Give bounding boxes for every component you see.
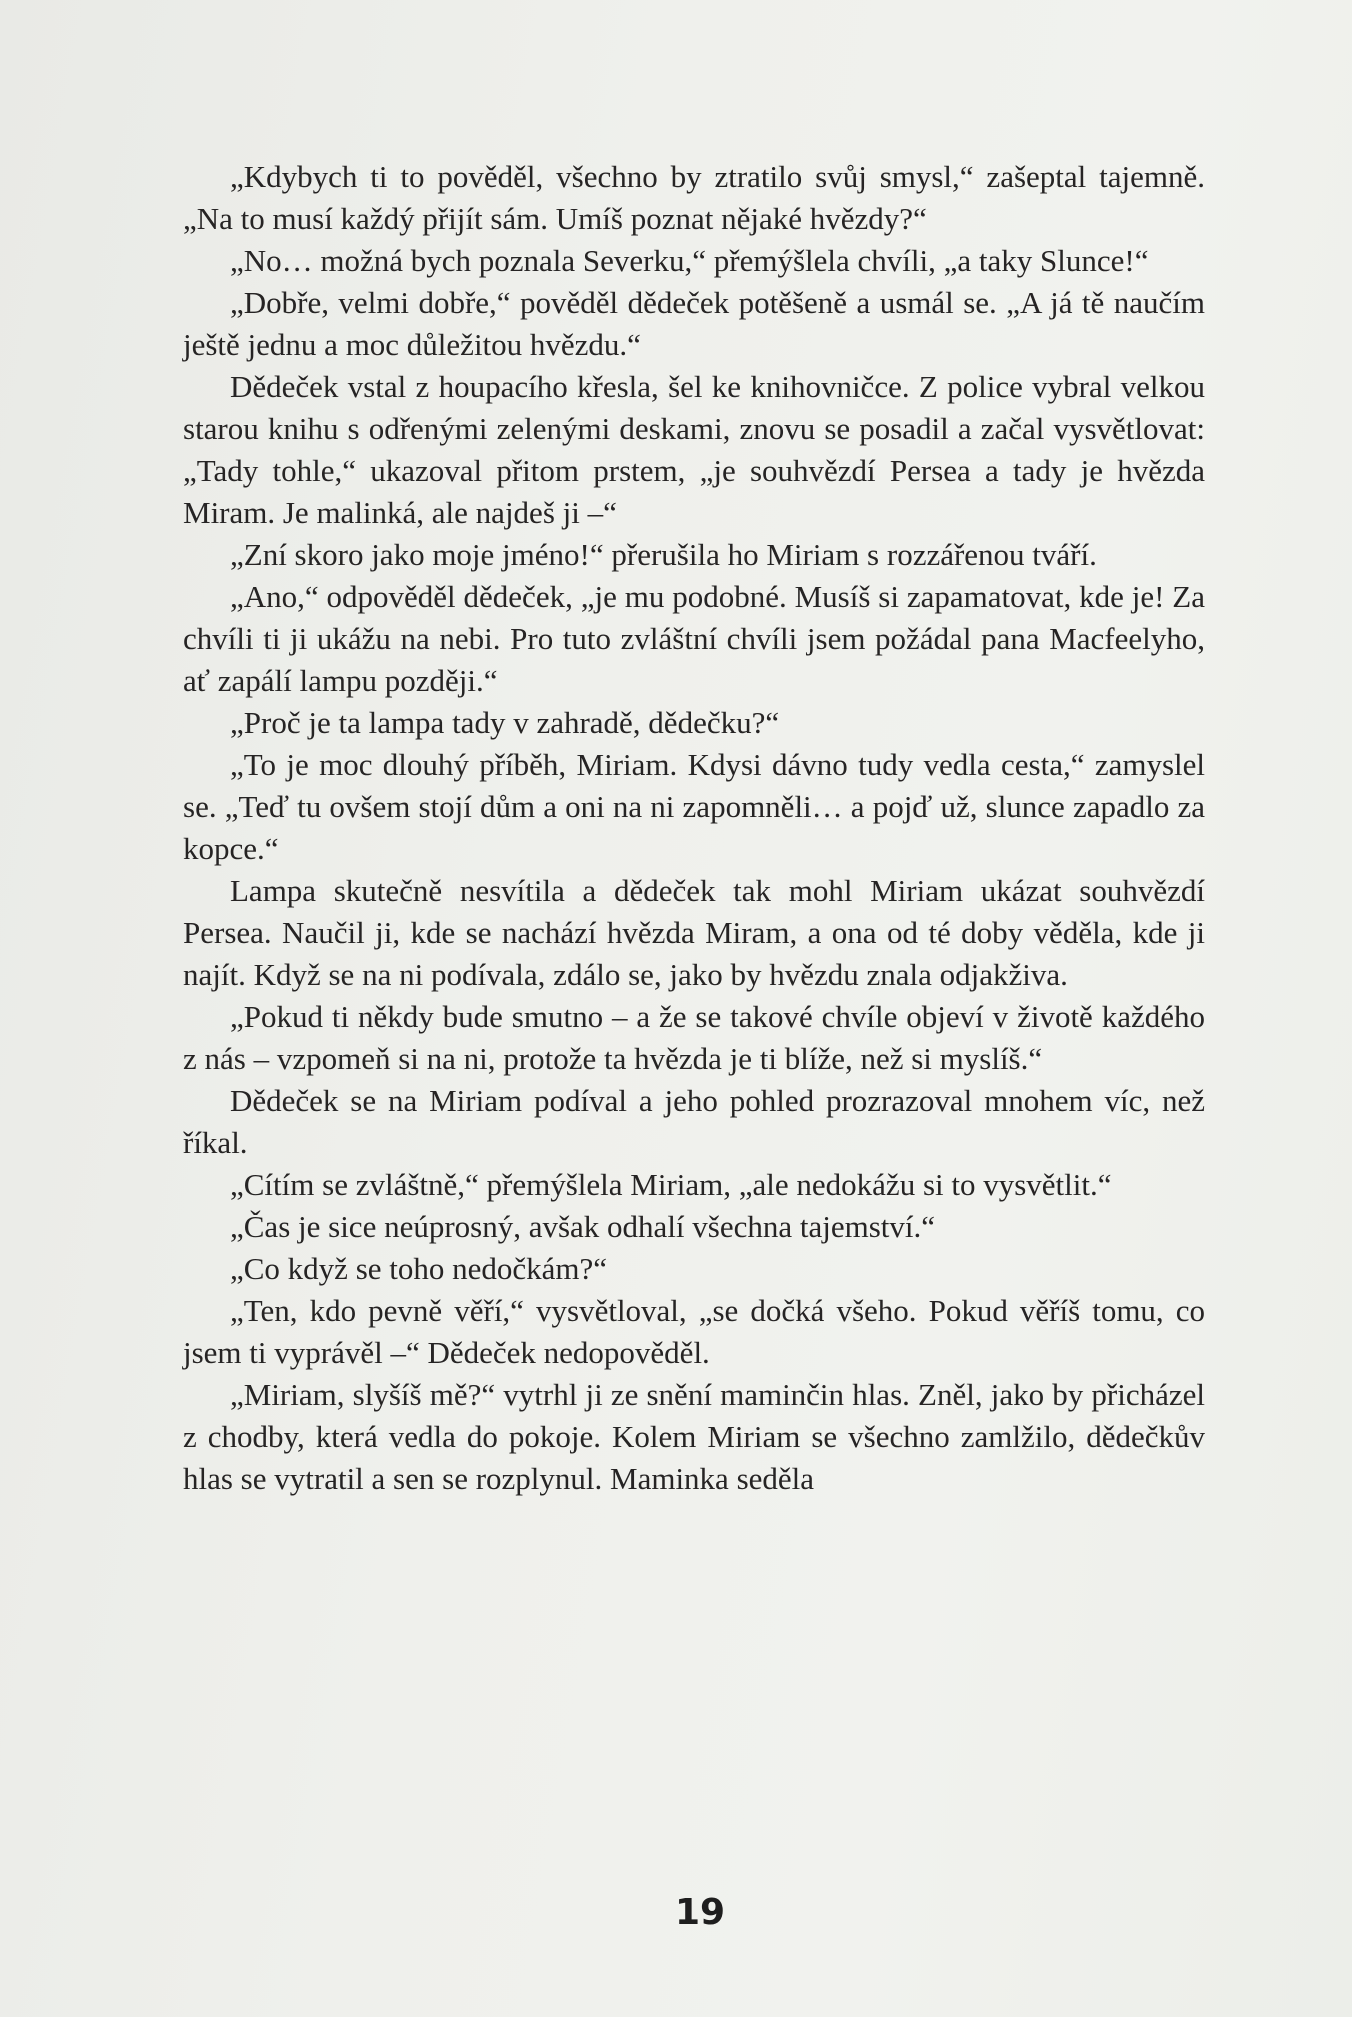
paragraph: „Cítím se zvláštně,“ přemýšlela Miriam, „ale nedokážu si to vysvětlit.“	[230, 1167, 1112, 1202]
paragraph: Dědeček se na Miriam podíval a jeho pohled prozrazoval mnohem víc, než říkal.	[183, 1083, 1205, 1160]
page-text	[183, 156, 1205, 1500]
paragraph: „Ten, kdo pevně věří,“ vysvětloval, „se dočká všeho. Pokud věříš tomu, co jsem ti vyprávěl –“ Dědeček nedopověděl.	[183, 1293, 1205, 1370]
paragraph: „Ano,“ odpověděl dědeček, „je mu podobné. Musíš si zapamatovat, kde je! Za chvíli ti ji ukážu na nebi. Pro tuto zvláštní chvíli jsem požádal pana Macfeelyho, ať zapálí lampu později.“	[183, 579, 1205, 698]
paragraph: „Co když se toho nedočkám?“	[230, 1251, 608, 1286]
paragraph: Lampa skutečně nesvítila a dědeček tak mohl Miriam ukázat souhvězdí Persea. Naučil ji, kde se nachází hvězda Miram, a ona od té doby věděla, kde ji najít. Když se na ni podívala, zdálo se, jako by hvězdu znala odjakživa.	[183, 873, 1205, 992]
paragraph: Dědeček vstal z houpacího křesla, šel ke knihovničce. Z police vybral velkou starou knihu s odřenými zelenými deskami, znovu se posadil a začal vysvětlovat: „Tady tohle,“ ukazoval přitom prstem, „je souhvězdí Persea a tady je hvězda Miram. Je malinká, ale najdeš ji –“	[183, 369, 1205, 530]
paragraph: „To je moc dlouhý příběh, Miriam. Kdysi dávno tudy vedla cesta,“ zamyslel se. „Teď tu ovšem stojí dům a oni na ni zapomněli… a pojď už, slunce zapadlo za kopce.“	[183, 747, 1205, 866]
paragraph: „Proč je ta lampa tady v zahradě, dědečku?“	[230, 705, 780, 740]
paragraph: „Miriam, slyšíš mě?“ vytrhl ji ze snění maminčin hlas. Zněl, jako by přicházel z chodby, která vedla do pokoje. Kolem Miriam se všechno zamlžilo, dědečkův hlas se vytratil a sen se rozplynul. Maminka seděla	[183, 1377, 1205, 1496]
paragraph: „Dobře, velmi dobře,“ pověděl dědeček potěšeně a usmál se. „A já tě naučím ještě jednu a moc důležitou hvězdu.“	[183, 285, 1205, 362]
paragraph: „Pokud ti někdy bude smutno – a že se takové chvíle objeví v životě každého z nás – vzpomeň si na ni, protože ta hvězda je ti blíže, než si myslíš.“	[183, 999, 1205, 1076]
paragraph: „Zní skoro jako moje jméno!“ přerušila ho Miriam s rozzářenou tváří.	[230, 537, 1097, 572]
paragraph: „Čas je sice neúprosný, avšak odhalí všechna tajemství.“	[230, 1209, 936, 1244]
paragraph: „No… možná bych poznala Severku,“ přemýšlela chvíli, „a taky Slunce!“	[230, 243, 1149, 278]
page-number: 19	[674, 1892, 726, 1933]
paragraph: „Kdybych ti to pověděl, všechno by ztratilo svůj smysl,“ zašeptal tajemně. „Na to musí každý přijít sám. Umíš poznat nějaké hvězdy?“	[183, 159, 1205, 236]
